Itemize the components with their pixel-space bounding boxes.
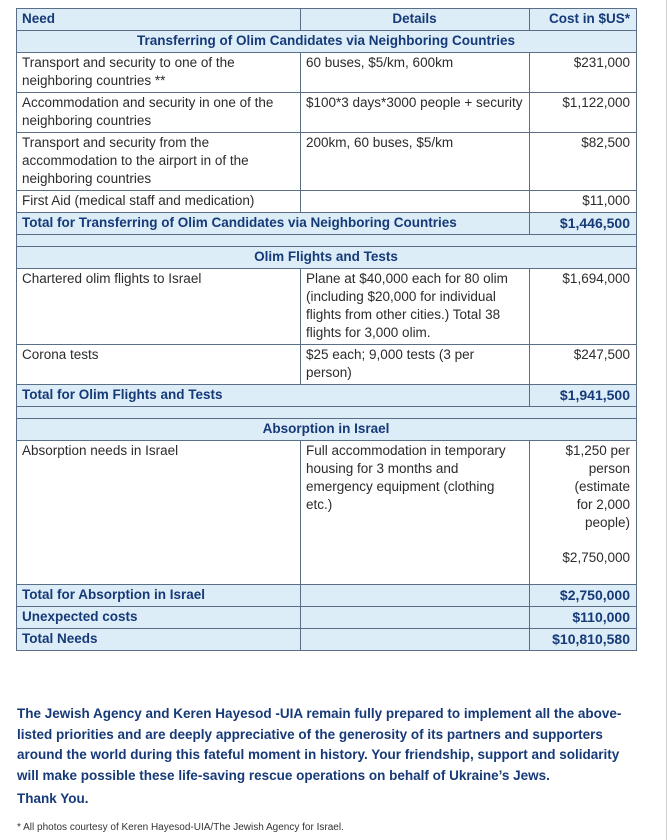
- table-row: [17, 93, 637, 133]
- need-cell: Transport and security from the accommodation to the airport in of the neighboring countries: [17, 133, 301, 191]
- total-cost: $2,750,000: [530, 585, 637, 607]
- table-row: [17, 441, 637, 585]
- spacer-row: [17, 407, 637, 419]
- cost-cell: $231,000: [530, 53, 637, 93]
- cost-cell: $1,122,000: [530, 93, 637, 133]
- thank-you: Thank You.: [17, 791, 89, 806]
- need-cell: Absorption needs in Israel: [17, 441, 301, 585]
- need-cell: First Aid (medical staff and medication): [17, 191, 301, 213]
- need-cell: Accommodation and security in one of the neighboring countries: [17, 93, 301, 133]
- table-row: [17, 345, 637, 385]
- budget-table: [16, 8, 637, 651]
- section-total-row: [17, 385, 637, 407]
- details-cell: Full accommodation in temporary housing for 3 months and emergency equipment (clothing etc.): [301, 441, 530, 585]
- section-title-absorption: Absorption in Israel: [17, 419, 637, 441]
- details-cell: 200km, 60 buses, $5/km: [301, 133, 530, 191]
- total-label: Total for Olim Flights and Tests: [17, 385, 530, 407]
- details-cell: 60 buses, $5/km, 600km: [301, 53, 530, 93]
- cost-cell: $82,500: [530, 133, 637, 191]
- grand-total-row: [17, 629, 637, 651]
- total-cost: $1,941,500: [530, 385, 637, 407]
- section-total-row: [17, 585, 637, 607]
- table-row: [17, 191, 637, 213]
- spacer-row: [17, 235, 637, 247]
- total-label: Total for Transferring of Olim Candidates via Neighboring Countries: [17, 213, 530, 235]
- cost-cell: $1,694,000: [530, 269, 637, 345]
- table-row: [17, 53, 637, 93]
- header-need: Need: [17, 9, 301, 31]
- grand-total-label: Total Needs: [17, 629, 301, 651]
- details-cell: Plane at $40,000 each for 80 olim (including $20,000 for individual flights from other cities.) Total 38 flights for 3,000 olim.: [301, 269, 530, 345]
- cost-cell: [530, 441, 637, 585]
- details-cell: $25 each; 9,000 tests (3 per person): [301, 345, 530, 385]
- photo-credit-footnote: * All photos courtesy of Keren Hayesod-UIA/The Jewish Agency for Israel.: [17, 822, 344, 833]
- section-heading-row: [17, 247, 637, 269]
- need-cell: Transport and security to one of the neighboring countries **: [17, 53, 301, 93]
- header-details: Details: [301, 9, 530, 31]
- table-row: [17, 133, 637, 191]
- unexpected-empty: [301, 607, 530, 629]
- cost-cell: $247,500: [530, 345, 637, 385]
- cost-stack: [535, 442, 630, 567]
- need-cell: Corona tests: [17, 345, 301, 385]
- total-cost: $1,446,500: [530, 213, 637, 235]
- details-cell: [301, 191, 530, 213]
- total-empty: [301, 585, 530, 607]
- unexpected-label: Unexpected costs: [17, 607, 301, 629]
- section-title-flights: Olim Flights and Tests: [17, 247, 637, 269]
- spacer-cell: [17, 407, 637, 419]
- unexpected-cost: $110,000: [530, 607, 637, 629]
- spacer-cell: [17, 235, 637, 247]
- details-cell: $100*3 days*3000 people + security: [301, 93, 530, 133]
- grand-total-empty: [301, 629, 530, 651]
- table-header-row: [17, 9, 637, 31]
- table-row: [17, 269, 637, 345]
- cost-cell: $11,000: [530, 191, 637, 213]
- need-cell: Chartered olim flights to Israel: [17, 269, 301, 345]
- grand-total-cost: $10,810,580: [530, 629, 637, 651]
- unexpected-row: [17, 607, 637, 629]
- closing-statement: The Jewish Agency and Keren Hayesod -UIA remain fully prepared to implement all the above-listed priorities and are deeply appreciative of the generosity of its partners and supporters around the world during this fateful moment in history. Your friendship, support and solidarity will make possible these life-saving rescue operations on behalf of Ukraine’s Jews.: [17, 706, 622, 783]
- section-heading-row: [17, 419, 637, 441]
- header-cost: Cost in $US*: [530, 9, 637, 31]
- total-label: Total for Absorption in Israel: [17, 585, 301, 607]
- section-total-row: [17, 213, 637, 235]
- cost-per-person: $1,250 per person (estimate for 2,000 people): [565, 443, 630, 530]
- cost-estimate: $2,750,000: [562, 550, 630, 565]
- section-title-transferring: Transferring of Olim Candidates via Neighboring Countries: [17, 31, 637, 53]
- section-heading-row: [17, 31, 637, 53]
